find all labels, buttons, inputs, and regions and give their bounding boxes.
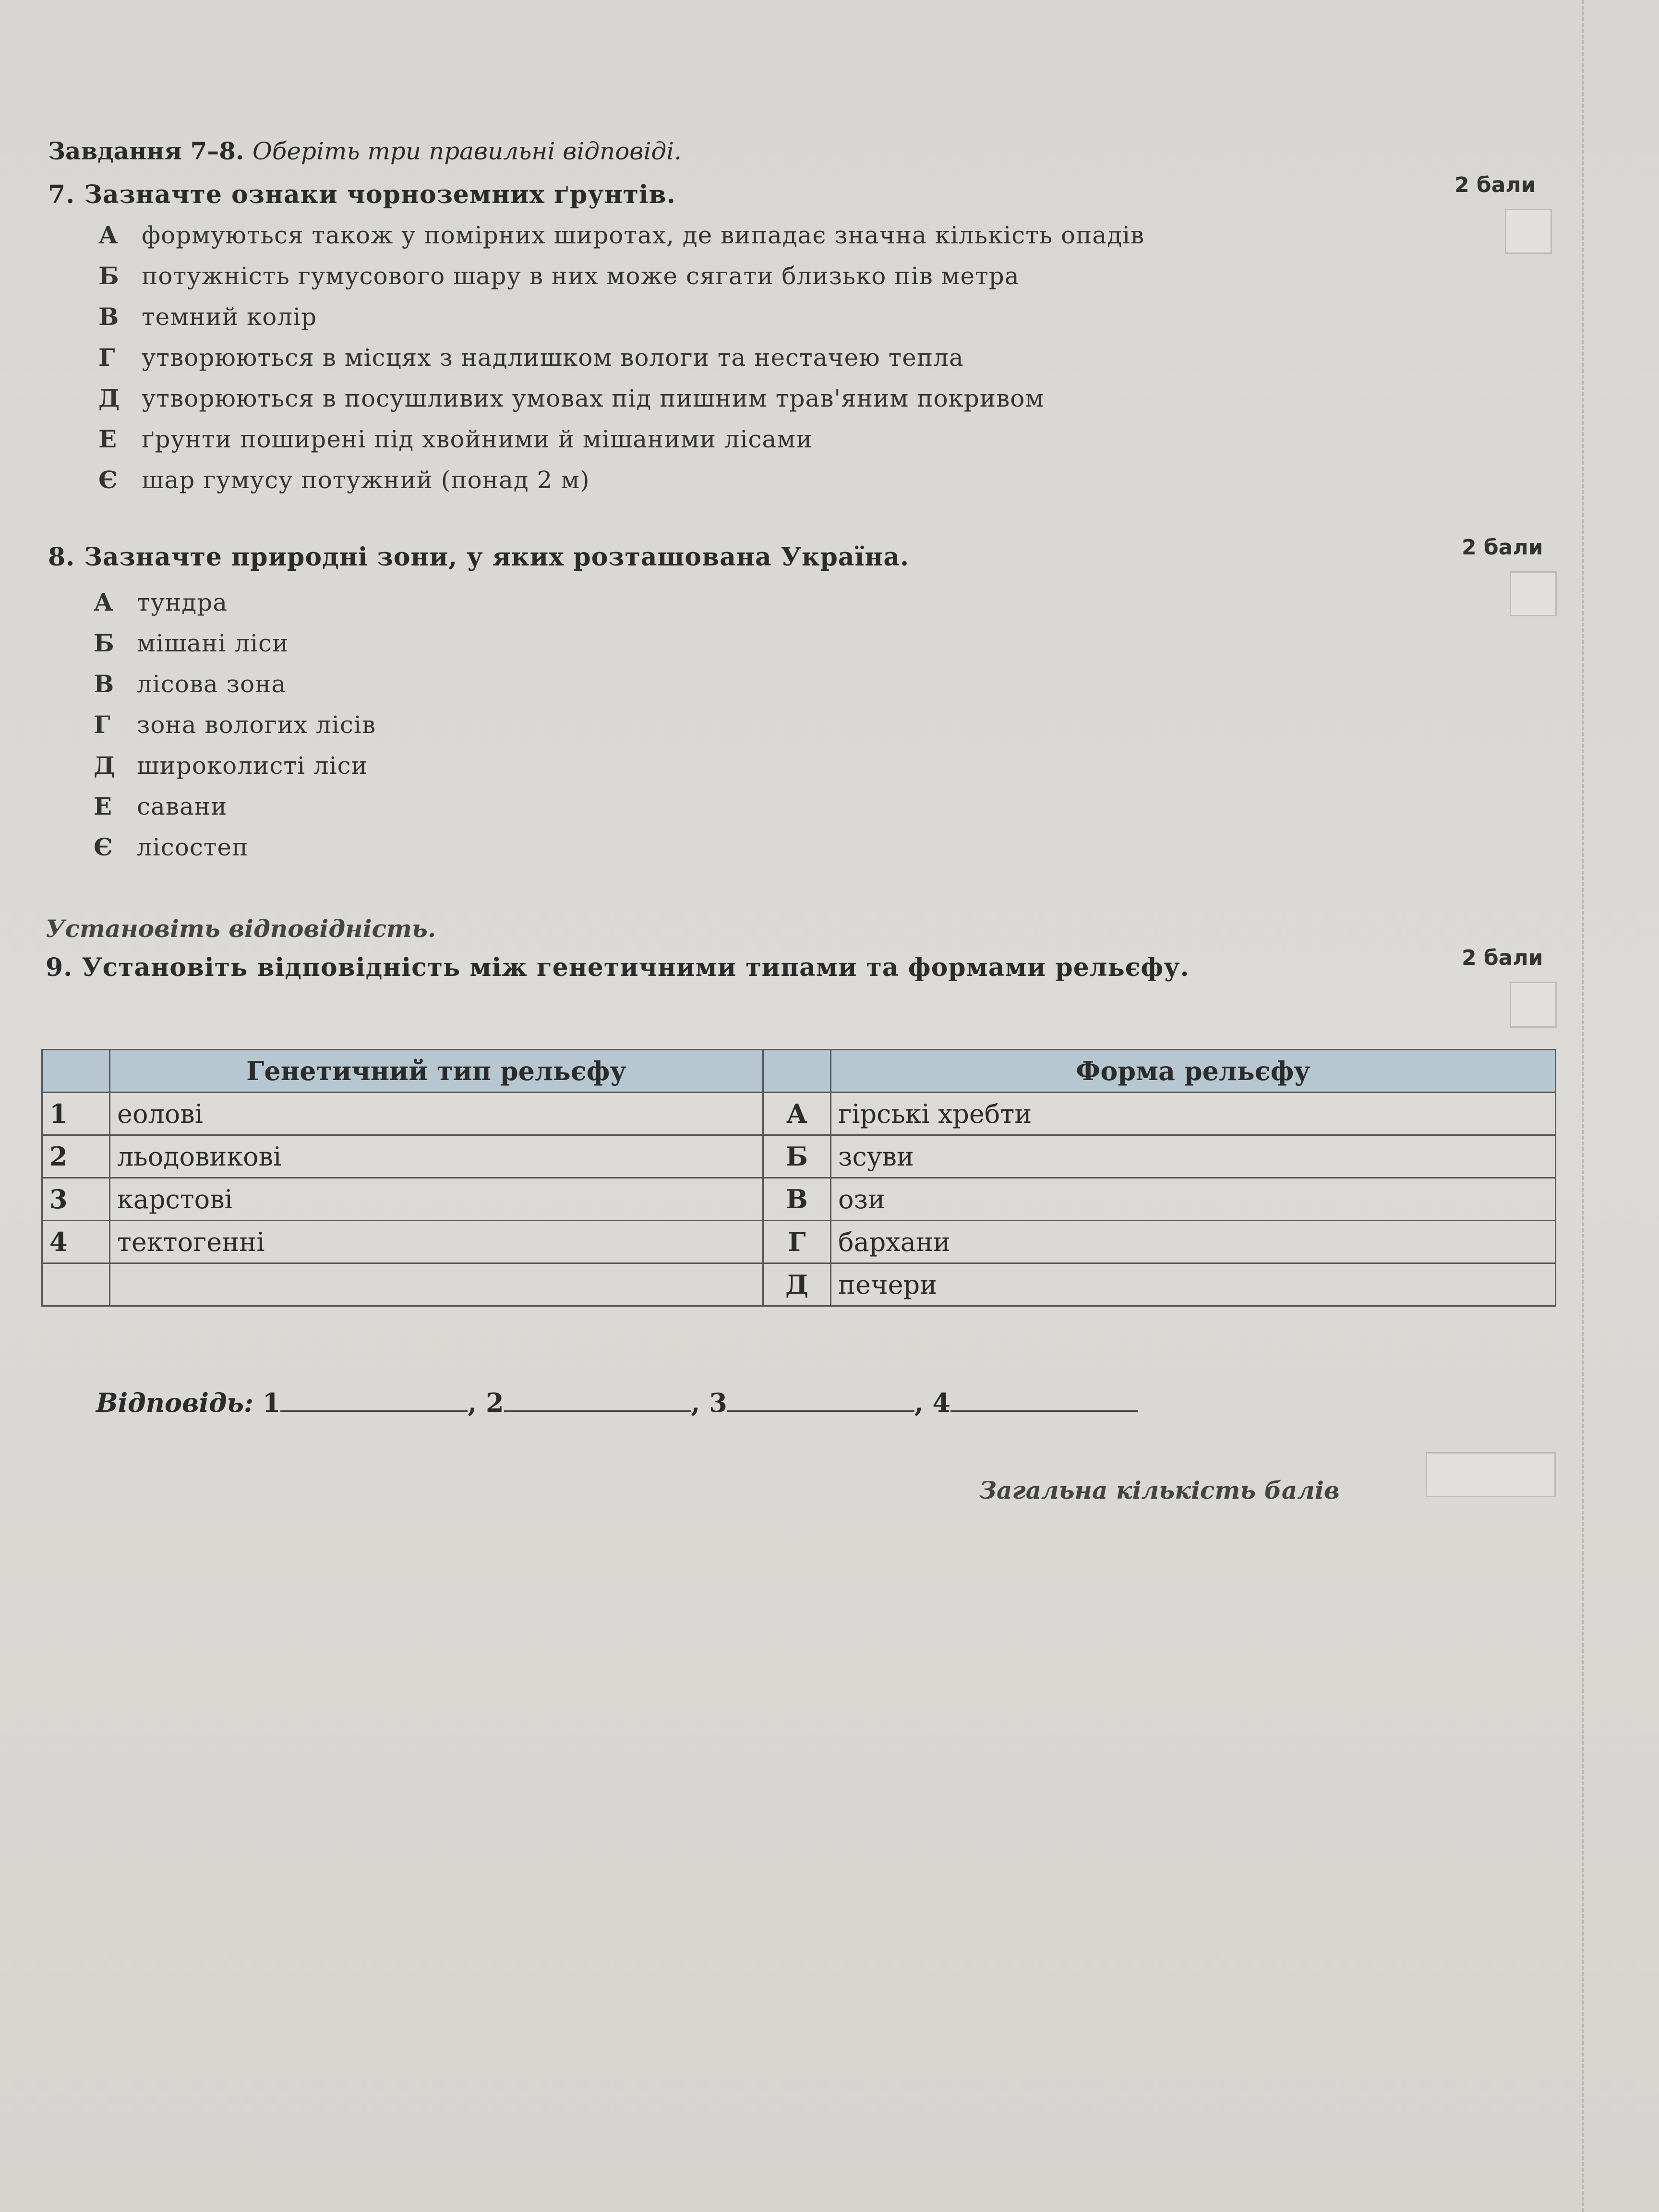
question-9 — [46, 953, 1190, 982]
question-8-score: 2 бали — [1462, 535, 1543, 560]
question-8-number: 8. — [48, 542, 75, 572]
q8-option-b[interactable]: Б мішані ліси — [94, 629, 289, 657]
answer-blank-4[interactable] — [950, 1406, 1138, 1412]
total-score-box[interactable] — [1426, 1452, 1556, 1497]
right-column-header: Форма рельєфу — [831, 1050, 1556, 1093]
question-7-number: 7. — [48, 180, 75, 209]
table-row: 4 тектогенні Г бархани — [42, 1221, 1556, 1263]
answer-line: Відповідь: 1 , 2 , 3 , 4 — [96, 1387, 1138, 1418]
table-row: 2 льодовикові Б зсуви — [42, 1135, 1556, 1178]
matching-instruction: Установіть відповідність. — [46, 914, 436, 943]
q8-option-ye[interactable]: Є лісостеп — [94, 833, 249, 861]
q7-option-ye[interactable]: Є шар гумусу потужний (понад 2 м) — [98, 466, 590, 494]
table-header-row — [42, 1050, 1556, 1093]
question-7-score-box[interactable] — [1505, 209, 1552, 254]
question-8-text: Зазначте природні зони, у яких розташована Україна. — [84, 542, 910, 572]
q8-option-a[interactable]: А тундра — [94, 588, 228, 616]
q7-option-h[interactable]: Г утворюються в місцях з надлишком вологи та нестачею тепла — [98, 343, 964, 372]
relief-form: зсуви — [831, 1135, 1556, 1178]
q7-option-d[interactable]: Д утворюються в посушливих умовах під пишним трав'яним покривом — [98, 384, 1045, 412]
relief-type: еолові — [110, 1093, 763, 1135]
left-column-header: Генетичний тип рельєфу — [110, 1050, 763, 1093]
question-7-text: Зазначте ознаки чорноземних ґрунтів. — [84, 180, 676, 209]
q8-option-e[interactable]: Е савани — [94, 792, 228, 820]
relief-form: гірські хребти — [831, 1093, 1556, 1135]
answer-blank-1[interactable] — [280, 1406, 468, 1412]
question-7 — [48, 180, 676, 209]
q7-option-b[interactable]: Б потужність гумусового шару в них може сягати близько пів метра — [98, 262, 1020, 290]
question-9-score: 2 бали — [1462, 946, 1543, 970]
relief-type: льодовикові — [110, 1135, 763, 1178]
answer-blank-2[interactable] — [504, 1406, 691, 1412]
question-9-text: Установіть відповідність між генетичними типами та формами рельєфу. — [82, 953, 1190, 982]
question-8-score-box[interactable] — [1510, 571, 1557, 616]
q8-option-h[interactable]: Г зона вологих лісів — [94, 710, 376, 739]
perforation-line — [1582, 0, 1584, 2212]
matching-table — [41, 1049, 1556, 1307]
q7-option-e[interactable]: Е ґрунти поширені під хвойними й мішаними лісами — [98, 425, 813, 453]
relief-form: бархани — [831, 1221, 1556, 1263]
relief-type: тектогенні — [110, 1221, 763, 1263]
total-score-label: Загальна кількість балів — [979, 1476, 1340, 1504]
task-instruction: Оберіть три правильні відповіді. — [252, 137, 682, 165]
task-header — [48, 137, 682, 165]
q7-option-a[interactable]: А формуються також у помірних широтах, де випадає значна кількість опадів — [98, 221, 1145, 249]
table-row: 3 карстові В ози — [42, 1178, 1556, 1221]
question-9-score-box[interactable] — [1510, 982, 1557, 1028]
relief-form: печери — [831, 1263, 1556, 1306]
question-9-number: 9. — [46, 953, 73, 982]
q8-option-d[interactable]: Д широколисті ліси — [94, 751, 368, 780]
table-row: 1 еолові А гірські хребти — [42, 1093, 1556, 1135]
question-8 — [48, 542, 909, 572]
q8-option-v[interactable]: В лісова зона — [94, 670, 287, 698]
q7-option-v[interactable]: В темний колір — [98, 302, 317, 331]
answer-blank-3[interactable] — [727, 1406, 914, 1412]
relief-type: карстові — [110, 1178, 763, 1221]
question-7-score: 2 бали — [1455, 173, 1536, 197]
answer-label: Відповідь: — [96, 1387, 254, 1418]
relief-form: ози — [831, 1178, 1556, 1221]
table-row: Д печери — [42, 1263, 1556, 1306]
task-range: Завдання 7–8. — [48, 137, 244, 165]
